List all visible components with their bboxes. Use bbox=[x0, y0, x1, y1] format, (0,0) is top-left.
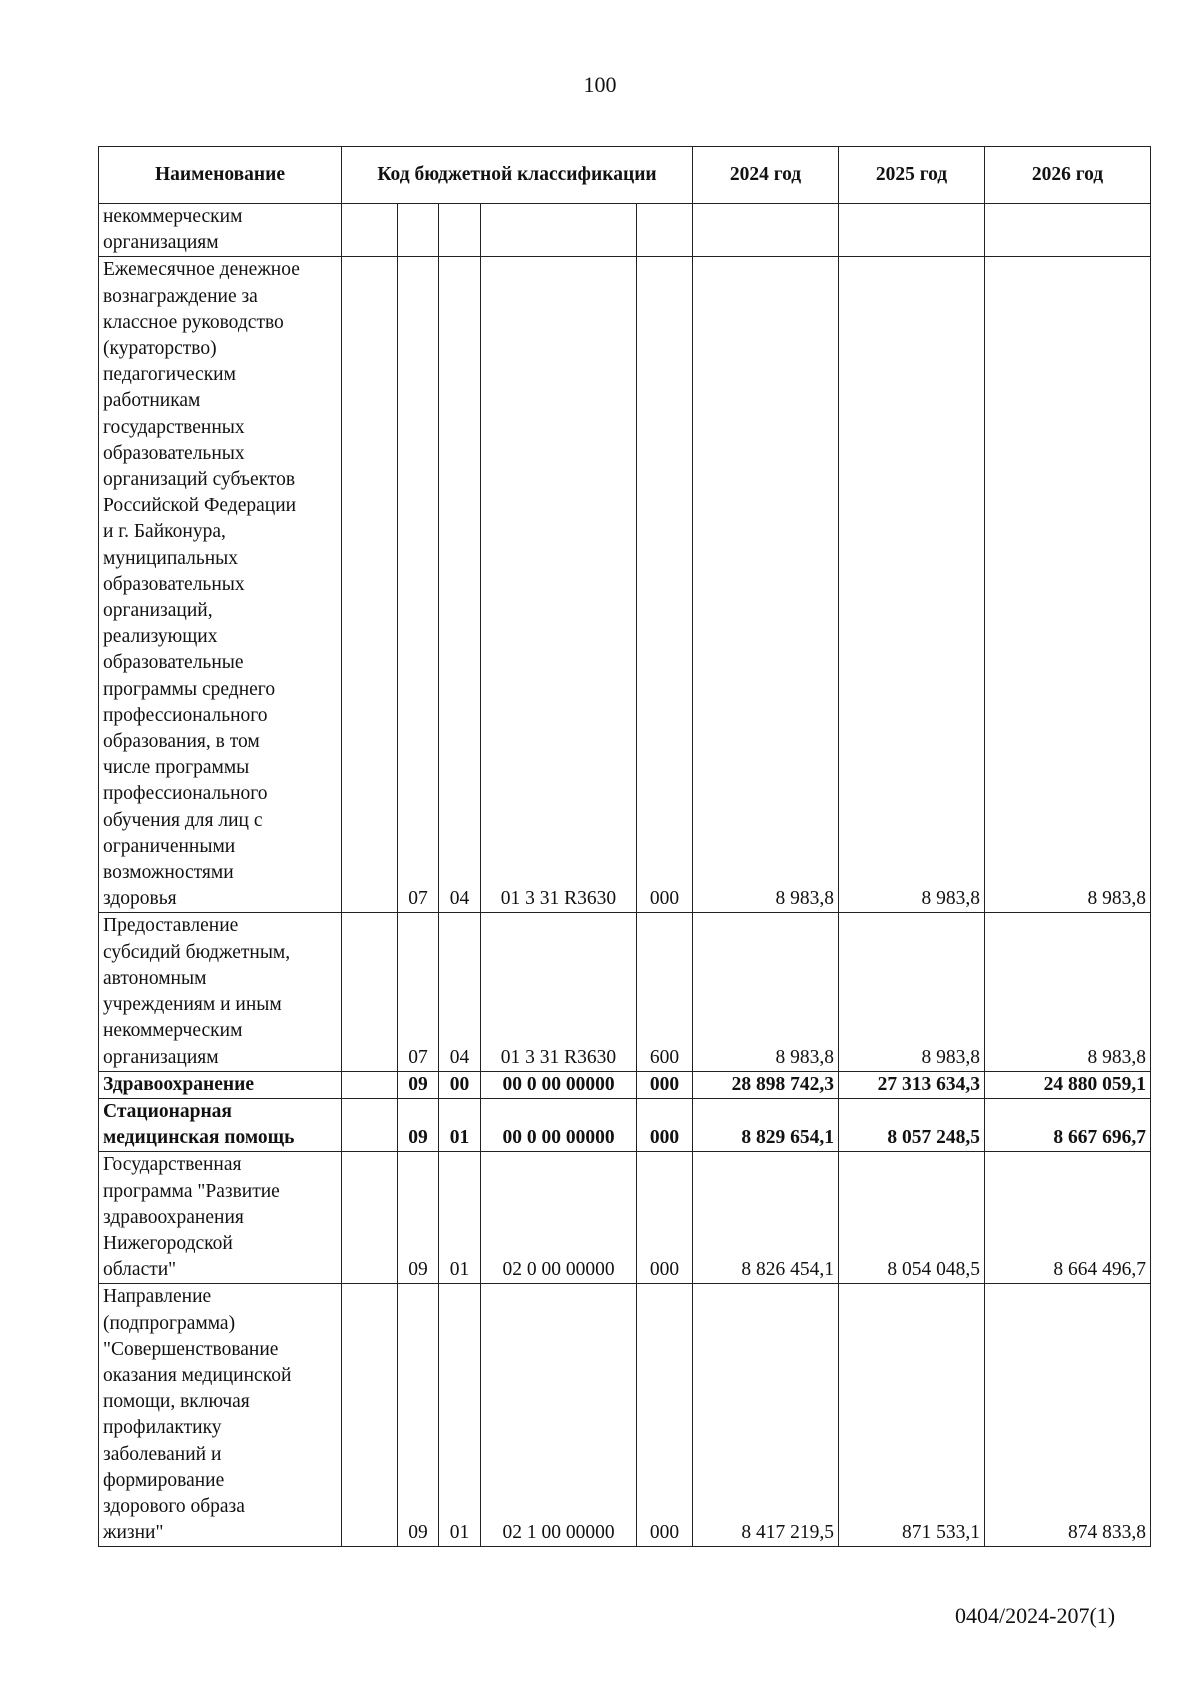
cell-subsection bbox=[439, 204, 481, 257]
cell-2026: 8 667 696,7 bbox=[985, 1098, 1151, 1151]
cell-name: Предоставление субсидий бюджетным, автономным учреждениям и иным некоммерческим организациям bbox=[99, 913, 342, 1071]
cell-section: 09 bbox=[398, 1071, 439, 1098]
cell-2025: 8 054 048,5 bbox=[839, 1152, 985, 1284]
cell-name: Ежемесячное денежное вознаграждение за классное руководство (кураторство) педагогическим работникам государственных образовательных организаций субъектов Российской Федерации и г. Байконура, муниципальных образовательных организаций, реализующих образовательные программы среднего профессионального образования, в том числе программы профессионального обучения для лиц с ограниченными возможностями здоровья bbox=[99, 257, 342, 913]
cell-2025: 871 533,1 bbox=[839, 1284, 985, 1547]
header-2025: 2025 год bbox=[839, 147, 985, 204]
cell-expense-type: 000 bbox=[637, 1071, 693, 1098]
table-row bbox=[99, 1098, 1151, 1151]
cell-subsection: 00 bbox=[439, 1071, 481, 1098]
cell-expense-type: 000 bbox=[637, 1152, 693, 1284]
cell-expense-type: 600 bbox=[637, 913, 693, 1071]
cell-name: Стационарная медицинская помощь bbox=[99, 1098, 342, 1151]
cell-subsection: 01 bbox=[439, 1098, 481, 1151]
cell-2024: 8 417 219,5 bbox=[693, 1284, 839, 1547]
cell-section: 09 bbox=[398, 1152, 439, 1284]
cell-target-article bbox=[481, 204, 637, 257]
cell-2026: 8 983,8 bbox=[985, 257, 1151, 913]
header-2024: 2024 год bbox=[693, 147, 839, 204]
cell-2024: 8 829 654,1 bbox=[693, 1098, 839, 1151]
table-row bbox=[99, 1284, 1151, 1547]
cell-code-extra bbox=[342, 1071, 398, 1098]
cell-subsection: 04 bbox=[439, 257, 481, 913]
cell-2026: 24 880 059,1 bbox=[985, 1071, 1151, 1098]
cell-code-extra bbox=[342, 257, 398, 913]
cell-subsection: 01 bbox=[439, 1152, 481, 1284]
cell-section: 07 bbox=[398, 913, 439, 1071]
table-header-row bbox=[99, 147, 1151, 204]
table-row bbox=[99, 1071, 1151, 1098]
cell-2026: 8 664 496,7 bbox=[985, 1152, 1151, 1284]
budget-table bbox=[98, 146, 1151, 1547]
cell-name: некоммерческим организациям bbox=[99, 204, 342, 257]
cell-target-article: 00 0 00 00000 bbox=[481, 1071, 637, 1098]
document-code: 0404/2024-207(1) bbox=[955, 1603, 1116, 1628]
table-row bbox=[99, 204, 1151, 257]
cell-expense-type bbox=[637, 204, 693, 257]
cell-target-article: 02 1 00 00000 bbox=[481, 1284, 637, 1547]
cell-2025: 8 057 248,5 bbox=[839, 1098, 985, 1151]
cell-2026: 874 833,8 bbox=[985, 1284, 1151, 1547]
cell-code-extra bbox=[342, 204, 398, 257]
cell-section bbox=[398, 204, 439, 257]
page-number: 100 bbox=[583, 72, 617, 97]
header-name: Наименование bbox=[99, 147, 342, 204]
cell-target-article: 00 0 00 00000 bbox=[481, 1098, 637, 1151]
header-2026: 2026 год bbox=[985, 147, 1151, 204]
cell-section: 07 bbox=[398, 257, 439, 913]
cell-2026: 8 983,8 bbox=[985, 913, 1151, 1071]
cell-target-article: 01 3 31 R3630 bbox=[481, 913, 637, 1071]
cell-2024: 8 983,8 bbox=[693, 257, 839, 913]
cell-2025: 8 983,8 bbox=[839, 257, 985, 913]
cell-2025 bbox=[839, 204, 985, 257]
cell-name: Направление (подпрограмма) "Совершенствование оказания медицинской помощи, включая профилактику заболеваний и формирование здорового образа жизни" bbox=[99, 1284, 342, 1547]
cell-name: Здравоохранение bbox=[99, 1071, 342, 1098]
cell-code-extra bbox=[342, 1284, 398, 1547]
cell-2025: 27 313 634,3 bbox=[839, 1071, 985, 1098]
cell-subsection: 01 bbox=[439, 1284, 481, 1547]
cell-name: Государственная программа "Развитие здравоохранения Нижегородской области" bbox=[99, 1152, 342, 1284]
cell-target-article: 02 0 00 00000 bbox=[481, 1152, 637, 1284]
cell-2024: 28 898 742,3 bbox=[693, 1071, 839, 1098]
cell-code-extra bbox=[342, 913, 398, 1071]
cell-2024: 8 983,8 bbox=[693, 913, 839, 1071]
cell-code-extra bbox=[342, 1098, 398, 1151]
cell-2026 bbox=[985, 204, 1151, 257]
cell-expense-type: 000 bbox=[637, 1098, 693, 1151]
cell-subsection: 04 bbox=[439, 913, 481, 1071]
table-row bbox=[99, 1152, 1151, 1284]
header-code: Код бюджетной классификации bbox=[342, 147, 693, 204]
table-row bbox=[99, 257, 1151, 913]
cell-2024 bbox=[693, 204, 839, 257]
cell-expense-type: 000 bbox=[637, 1284, 693, 1547]
cell-expense-type: 000 bbox=[637, 257, 693, 913]
cell-2025: 8 983,8 bbox=[839, 913, 985, 1071]
cell-code-extra bbox=[342, 1152, 398, 1284]
cell-section: 09 bbox=[398, 1098, 439, 1151]
cell-target-article: 01 3 31 R3630 bbox=[481, 257, 637, 913]
cell-section: 09 bbox=[398, 1284, 439, 1547]
cell-2024: 8 826 454,1 bbox=[693, 1152, 839, 1284]
table-row bbox=[99, 913, 1151, 1071]
